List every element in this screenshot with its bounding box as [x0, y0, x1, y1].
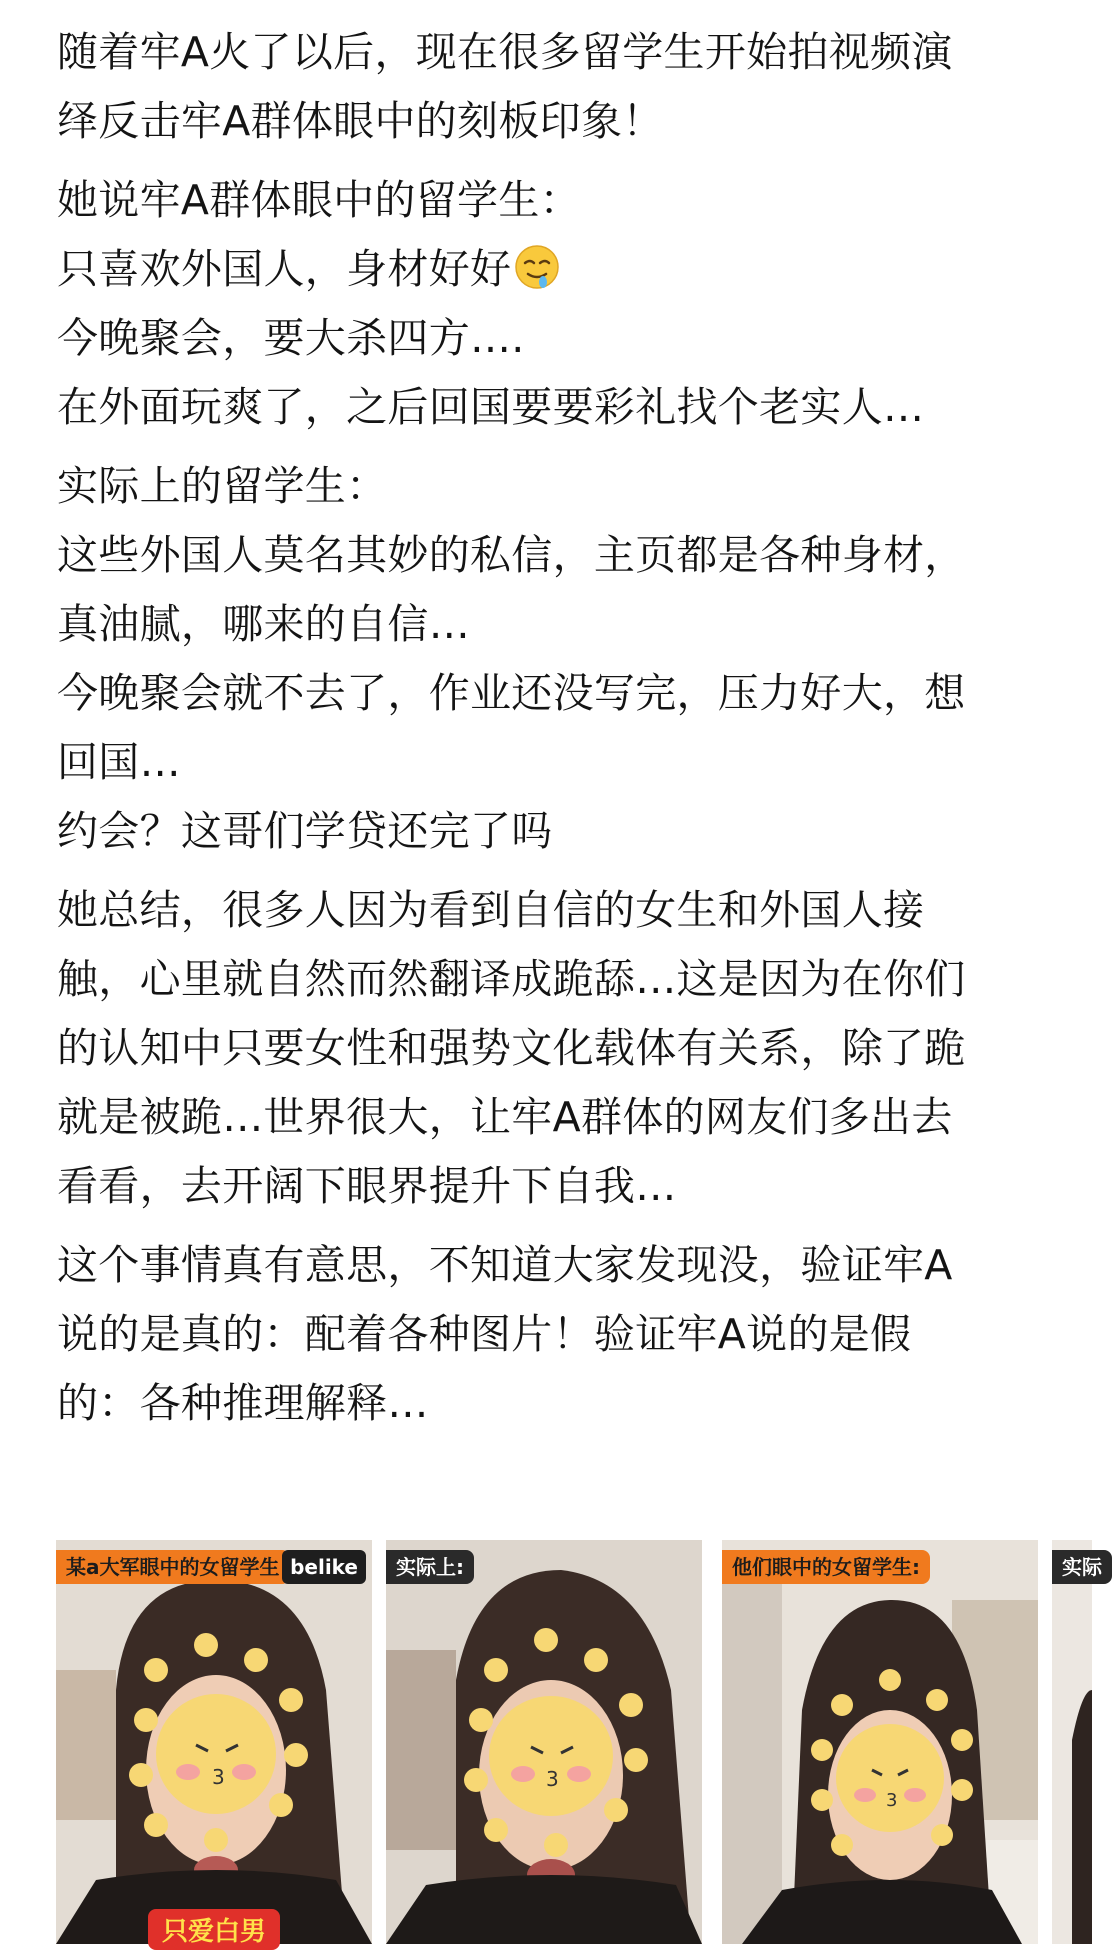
text-line: 这个事情真有意思，不知道大家发现没，验证牢A: [57, 1241, 953, 1289]
text-line: 今晚聚会，要大杀四方….: [57, 314, 525, 362]
text-line: 实际上的留学生：: [57, 462, 388, 510]
gallery-image-4[interactable]: [1052, 1540, 1102, 1944]
gallery-caption: 某a大军眼中的女留学生: [56, 1550, 290, 1584]
paragraph-summary: [57, 876, 1037, 1221]
image-gallery[interactable]: [56, 1540, 1102, 1947]
paragraph-stereotype: [57, 166, 1037, 442]
svg-text:3: 3: [546, 1767, 559, 1791]
text-line: 触，心里就自然而然翻译成跪舔…这是因为在你们: [57, 955, 966, 1003]
paragraph-comment: [57, 1231, 1037, 1438]
text-line: 绎反击牢A群体眼中的刻板印象！: [57, 97, 664, 145]
paragraph-reality: [57, 452, 1037, 866]
text-line: 的认知中只要女性和强势文化载体有关系，除了跪: [57, 1024, 966, 1072]
gallery-image-2[interactable]: [386, 1540, 702, 1944]
gallery-caption: 他们眼中的女留学生:: [722, 1550, 930, 1584]
text-line: 约会？这哥们学贷还完了吗: [57, 807, 553, 855]
text-line: 随着牢A火了以后，现在很多留学生开始拍视频演: [57, 28, 953, 76]
text-line: 看看，去开阔下眼界提升下自我…: [57, 1162, 677, 1210]
text-line: 的：各种推理解释…: [57, 1379, 429, 1427]
text-line: 她说牢A群体眼中的留学生：: [57, 176, 581, 224]
gallery-bottom-caption: 只爱白男: [148, 1909, 280, 1950]
paragraph-intro: [57, 18, 1037, 156]
photo-woman-icon: [1052, 1540, 1092, 1944]
gallery-caption: 实际: [1052, 1550, 1112, 1584]
text-line: 回国…: [57, 738, 181, 786]
photo-woman-icon: [722, 1540, 1038, 1944]
photo-woman-icon: [386, 1540, 702, 1944]
text-line: 这些外国人莫名其妙的私信，主页都是各种身材，: [57, 531, 966, 579]
drooling-face-icon: [513, 243, 561, 291]
photo-woman-icon: [56, 1540, 372, 1944]
text-segment: 只喜欢外国人，身材好好: [57, 245, 512, 293]
belike-badge: belike: [282, 1550, 366, 1584]
text-line: 她总结，很多人因为看到自信的女生和外国人接: [57, 886, 925, 934]
text-line: 说的是真的：配着各种图片！验证牢A说的是假: [57, 1310, 912, 1358]
gallery-image-3[interactable]: [722, 1540, 1038, 1944]
gallery-image-1[interactable]: [56, 1540, 372, 1947]
text-line: 今晚聚会就不去了，作业还没写完，压力好大，想: [57, 669, 966, 717]
svg-text:3: 3: [886, 1790, 898, 1811]
svg-text:3: 3: [212, 1765, 225, 1789]
post-text: [57, 18, 1037, 1448]
text-line: 就是被跪…世界很大，让牢A群体的网友们多出去: [57, 1093, 953, 1141]
text-line: 在外面玩爽了，之后回国要要彩礼找个老实人…: [57, 383, 925, 431]
text-line: 真油腻，哪来的自信…: [57, 600, 470, 648]
text-line-with-emoji: [57, 235, 1037, 304]
gallery-caption: 实际上:: [386, 1550, 474, 1584]
